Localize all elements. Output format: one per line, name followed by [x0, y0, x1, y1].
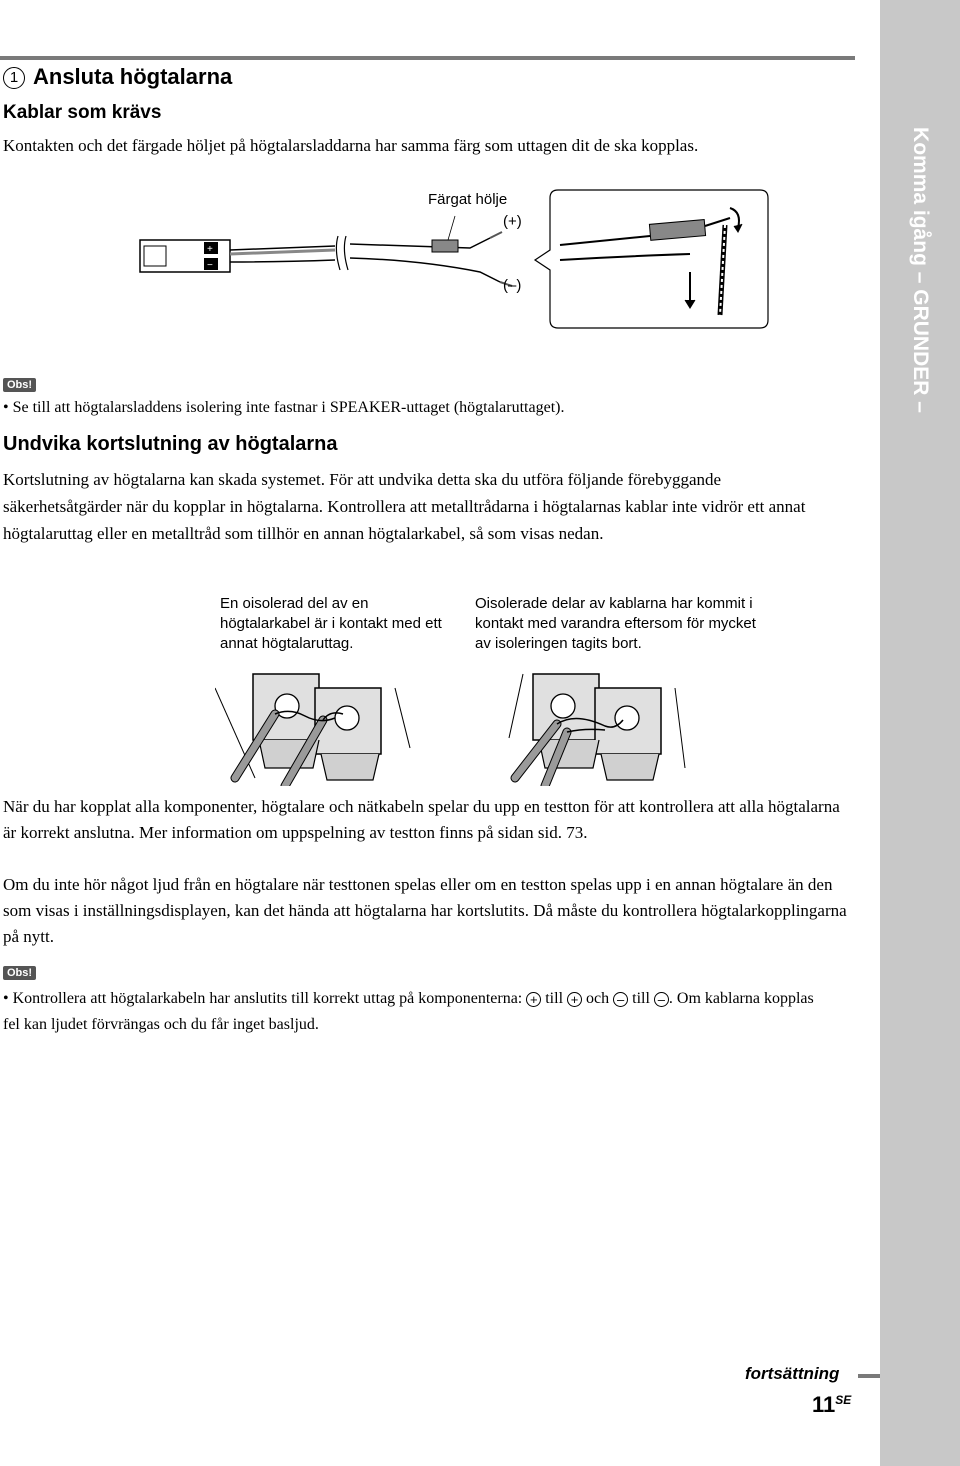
top-rule	[0, 56, 855, 60]
plus-terminal-icon: +	[567, 992, 582, 1007]
cables-heading: Kablar som krävs	[3, 102, 162, 123]
terminal-illustration-right	[505, 668, 705, 786]
till-word: till	[545, 990, 564, 1007]
note-polarity	[3, 986, 823, 1038]
svg-text:−: −	[207, 260, 213, 271]
till-word: till	[632, 990, 650, 1007]
label-plus: (+)	[503, 213, 522, 230]
page-number-value: 11	[812, 1392, 836, 1417]
section-title	[3, 64, 232, 90]
label-colored-sleeve: Färgat hölje	[428, 191, 508, 208]
note-polarity-text-b: . Om kablarna kopplas fel kan ljudet förvrängas och du får inget basljud.	[3, 990, 814, 1033]
caption-right: Oisolerade delar av kablarna har kommit i kontakt med varandra eftersom för mycket av isoleringen tagits bort.	[475, 595, 756, 652]
bullet: •	[3, 990, 9, 1007]
test-tone-paragraph-2: Om du inte hör något ljud från en högtalare när testtonen spelas eller om en testton spelas upp i en annan högtalare än den som visas i inställningsdisplayen, kan det hända att högtalarna har kortslutits. Då måste du kontrollera högtalarkopplingarna på nytt.	[3, 875, 847, 946]
section-title-text: Ansluta högtalarna	[33, 64, 233, 89]
page-number	[812, 1392, 851, 1418]
continued-label: fortsättning	[745, 1364, 840, 1383]
section-number: 1	[3, 67, 25, 89]
svg-text:+: +	[207, 244, 213, 255]
short-circuit-paragraph: Kortslutning av högtalarna kan skada systemet. För att undvika detta ska du utföra följande förebyggande säkerhetsåtgärder när du kopplar in högtalarna. Kontrollera att metalltrådarna i högtalarnas kablar inte vidrör ett annat högtalaruttag eller en metalltråd som tillhör en annan högtalarkabel, så som visas nedan.	[3, 470, 806, 543]
side-tab-label: Komma igång – GRUNDER –	[909, 127, 932, 413]
minus-terminal-icon: –	[654, 992, 669, 1007]
minus-terminal-icon: –	[613, 992, 628, 1007]
short-circuit-heading: Undvika kortslutning av högtalarna	[3, 433, 338, 455]
obs-badge-2: Obs!	[3, 966, 36, 980]
page-number-suffix: SE	[835, 1393, 852, 1407]
cables-intro: Kontakten och det färgade höljet på högtalarsladdarna har samma färg som uttagen dit de ska kopplas.	[3, 136, 699, 155]
note-insulation: • Se till att högtalarsladdens isolering inte fastnar i SPEAKER-uttaget (högtalaruttaget).	[3, 399, 565, 416]
obs-badge: Obs!	[3, 378, 36, 392]
note-polarity-text-a: Kontrollera att högtalarkabeln har anslutits till korrekt uttag på komponenterna:	[12, 990, 523, 1007]
plus-terminal-icon: +	[526, 992, 541, 1007]
caption-left: En oisolerad del av en högtalarkabel är i kontakt med ett annat högtalaruttag.	[220, 595, 442, 652]
terminal-illustration-left	[215, 668, 415, 786]
continued-bar	[858, 1374, 880, 1378]
label-minus: (–)	[503, 277, 522, 294]
test-tone-paragraph-1: När du har kopplat alla komponenter, högtalare och nätkabeln spelar du upp en testton för att kontrollera att alla högtalarna är korrekt anslutna. Mer information om uppspelning av testton finns på sidan sid. 73.	[3, 797, 840, 842]
och-word: och	[586, 990, 610, 1007]
